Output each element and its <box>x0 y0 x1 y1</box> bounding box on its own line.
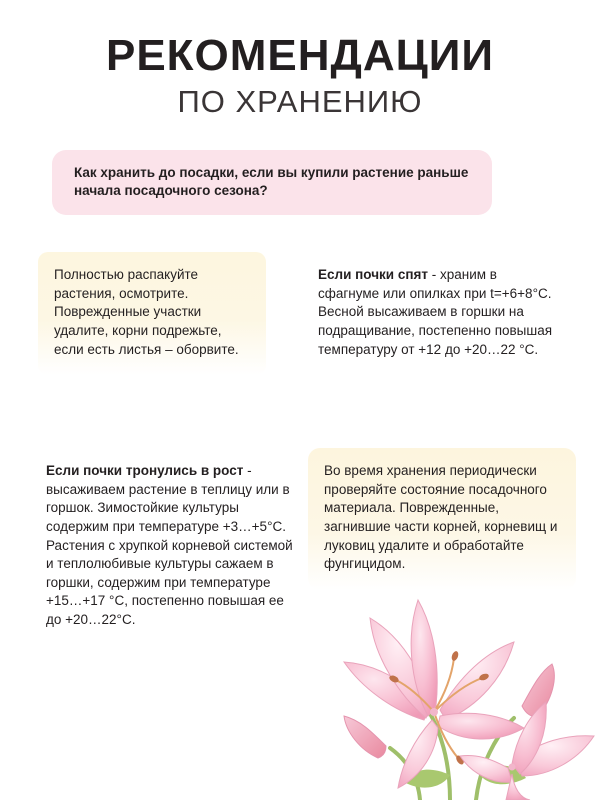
lily-bloom-secondary <box>460 702 594 800</box>
lily-bud-left <box>344 716 386 758</box>
title-main: РЕКОМЕНДАЦИИ <box>105 31 495 80</box>
lily-anthers <box>388 650 490 766</box>
card-inspect-body: Во время хранения периодически проверяйте состояние посадочного материала. Поврежденные, загнившие части корней, корневищ и луковиц удалите и обработайте фунгицидом. <box>324 463 558 572</box>
lily-leaves <box>404 765 526 787</box>
page-title <box>0 0 600 117</box>
card-growing-buds <box>30 448 310 646</box>
card-inspect-text <box>324 462 560 574</box>
lily-bud <box>522 664 554 717</box>
card-unpack <box>38 252 266 375</box>
lily-flowers-illustration <box>300 560 600 800</box>
card-dormant-body: - храним в сфагнуме или опилках при t=+6+8°С. Весной высаживаем в горшки на подращивание, постепенно повышая температуру от +12 до +20…22 °С. <box>318 267 553 357</box>
card-growing-lead: Если почки тронулись в рост <box>46 463 244 478</box>
card-growing-text <box>46 462 294 630</box>
card-dormant-lead: Если почки спят <box>318 267 428 282</box>
card-dormant-buds <box>308 252 570 375</box>
lily-bloom-main <box>344 600 524 788</box>
card-unpack-text <box>54 266 250 359</box>
card-storage-inspection <box>308 448 576 590</box>
card-dormant-text <box>318 266 554 359</box>
card-unpack-body: Полностью распакуйте растения, осмотрите. Поврежденные участки удалите, корни подрежьте, если есть листья – оборвите. <box>54 267 239 357</box>
title-sub: ПО ХРАНЕНИЮ <box>177 84 423 119</box>
card-growing-body: - высаживаем растение в теплицу или в горшок. Зимостойкие культуры содержим при температуре +3…+5°С. Растения с хрупкой корневой системой и теплолюбивые культуры сажаем в горшки, содержим при температуре +15…+17 °С, постепенно повышая ее до +20…22°С. <box>46 463 293 627</box>
question-text: Как хранить до посадки, если вы купили растение раньше начала посадочного сезона? <box>74 165 469 198</box>
question-banner <box>52 150 492 215</box>
lily-stems <box>390 710 514 800</box>
